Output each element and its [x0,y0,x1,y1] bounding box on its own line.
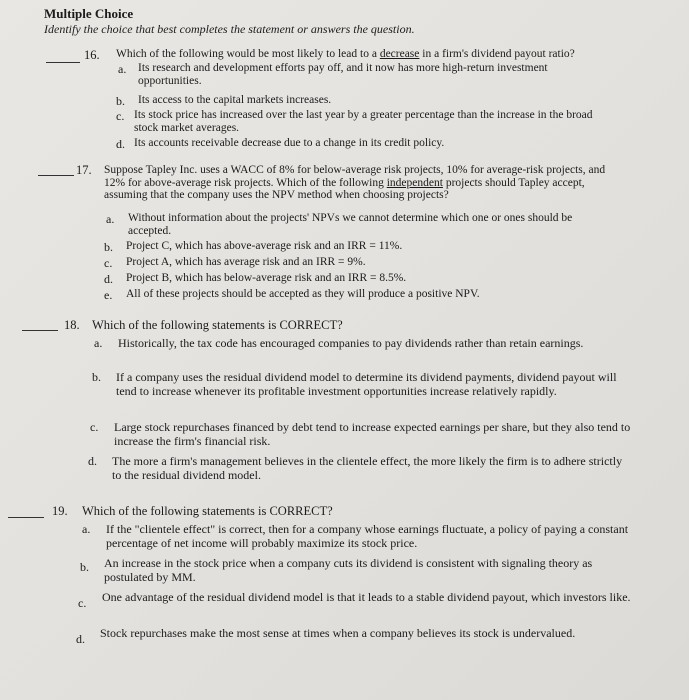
answer-blank-16[interactable] [46,62,80,63]
option-letter: a. [82,522,91,536]
option-text: If the "clientele effect" is correct, then for a company whose earnings fluctuate, a policy of paying a constant percentage of net income will probably maximize its stock price. [106,522,629,550]
option-letter: c. [104,256,113,270]
option-text: One advantage of the residual dividend model is that it leads to a stable dividend payout, which investors like. [102,590,631,604]
question-number: 18. [64,318,80,332]
option-letter: a. [94,336,103,350]
option-text: Historically, the tax code has encouraged companies to pay dividends rather than retain earnings. [118,336,584,350]
option-letter: d. [116,137,125,151]
question-stem: Which of the following statements is CORRECT? [82,504,333,518]
option-text: Without information about the projects' NPVs we cannot determine which one or ones should be accepted. [128,212,573,237]
option-text: Its research and development efforts pay off, and it now has more high-return investment opportunities. [138,62,548,87]
option-letter: a. [118,62,127,76]
question-stem: Which of the following would be most likely to lead to a decrease in a firm's dividend payout ratio? [116,48,575,60]
option-letter: c. [78,596,87,610]
option-letter: b. [92,370,101,384]
option-letter: e. [104,288,113,302]
option-text: All of these projects should be accepted as they will produce a positive NPV. [126,288,480,300]
question-number: 19. [52,504,68,518]
option-text: Its accounts receivable decrease due to a change in its credit policy. [134,137,445,149]
section-instructions: Identify the choice that best completes the statement or answers the question. [44,22,415,36]
option-letter: c. [116,109,125,123]
question-stem: Which of the following statements is CORRECT? [92,318,343,332]
option-letter: b. [104,240,113,254]
option-text: The more a firm's management believes in the clientele effect, the more likely the firm is to adhere strictly to the residual dividend model. [112,454,623,482]
option-letter: c. [90,420,99,434]
section-title: Multiple Choice [44,6,134,21]
option-text: If a company uses the residual dividend model to determine its dividend payments, dividend payout will tend to increase whenever its profitable investment opportunities increase relatively rapidly. [116,370,617,398]
option-letter: d. [104,272,113,286]
question-number: 17. [76,163,92,177]
option-letter: d. [76,632,85,646]
question-stem: Suppose Tapley Inc. uses a WACC of 8% for below-average risk projects, 10% for average-risk projects, and 12% for above-average risk projects. Which of the following independent projects should Tapley accept, assuming that the company uses the NPV method when choosing projects? [104,164,606,201]
option-text: Its access to the capital markets increases. [138,94,332,106]
answer-blank-17[interactable] [38,175,74,176]
option-text: Its stock price has increased over the last year by a greater percentage than the increase in the broad stock market averages. [134,109,593,134]
option-text: An increase in the stock price when a company cuts its dividend is consistent with signaling theory as postulated by MM. [104,556,593,584]
option-text: Large stock repurchases financed by debt tend to increase expected earnings per share, but they also tend to increase the firm's financial risk. [114,420,631,448]
option-letter: d. [88,454,97,468]
option-text: Project B, which has below-average risk and an IRR = 8.5%. [126,272,407,284]
answer-blank-19[interactable] [8,517,44,518]
option-text: Project A, which has average risk and an IRR = 9%. [126,256,366,268]
option-text: Stock repurchases make the most sense at times when a company believes its stock is undervalued. [100,626,576,640]
option-text: Project C, which has above-average risk and an IRR = 11%. [126,240,403,252]
option-letter: b. [80,560,89,574]
option-letter: b. [116,94,125,108]
answer-blank-18[interactable] [22,330,58,331]
option-letter: a. [106,212,115,226]
question-number: 16. [84,48,100,62]
